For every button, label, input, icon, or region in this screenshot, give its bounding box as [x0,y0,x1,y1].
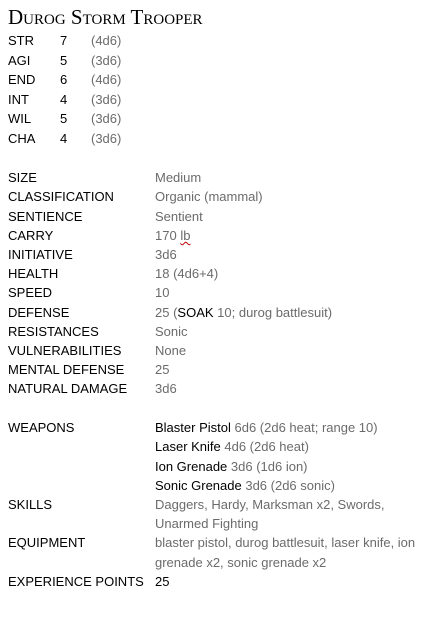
defense-number: 25 [155,304,170,320]
stat-value [155,303,433,322]
defense-soak: SOAK [177,304,214,320]
experience-row [8,572,433,591]
stat-label: SPEED [8,285,53,301]
stat-row-size [8,168,433,187]
details-table [8,418,433,591]
stat-value: 3d6 [155,381,177,397]
carry-unit: lb [180,227,191,243]
weapon-name: Ion Grenade [155,458,228,474]
attributes-table [8,31,433,149]
attribute-value: 4 [60,91,68,107]
weapon-detail: 6d6 (2d6 heat; range 10) [230,420,378,436]
stat-value [155,226,433,245]
attribute-value: 5 [60,111,68,127]
stat-row-defense [8,303,433,322]
stat-value: 10 [155,285,170,301]
weapon-detail: 3d6 (1d6 ion) [227,458,308,474]
stat-row-speed [8,283,433,302]
stat-row-carry [8,226,433,245]
stat-label: SIZE [8,170,37,186]
section-spacer [8,149,433,169]
experience-value: 25 [155,573,170,589]
weapon-name: Laser Knife [155,439,221,455]
attribute-row-str [8,31,433,51]
stat-value: Organic (mammal) [155,189,263,205]
attribute-name: INT [8,91,29,107]
stat-row-vulnerabilities [8,341,433,360]
carry-amount: 170 [155,227,177,243]
attribute-dice: (3d6) [91,111,122,127]
weapon-item [155,418,433,437]
stat-row-classification [8,187,433,206]
attribute-row-wil [8,109,433,129]
attribute-dice: (3d6) [91,52,122,68]
equipment-value: blaster pistol, durog battlesuit, laser knife, ion grenade x2, sonic grenade x2 [155,535,416,570]
stat-value: None [155,342,187,358]
stat-value: 25 [155,362,170,378]
stats-table [8,168,433,398]
skills-row [8,495,433,533]
attribute-row-cha [8,129,433,149]
weapons-list [155,418,433,495]
weapons-label: WEAPONS [8,420,75,436]
stat-label: NATURAL DAMAGE [8,381,128,397]
attribute-dice: (3d6) [91,130,122,146]
stat-label: HEALTH [8,266,59,282]
attribute-dice: (3d6) [91,91,122,107]
attribute-name: WIL [8,111,32,127]
stat-value: 3d6 [155,246,177,262]
attribute-name: END [8,72,36,88]
attribute-row-int [8,90,433,110]
weapon-item [155,476,433,495]
stat-value: Sonic [155,323,188,339]
attribute-row-end [8,70,433,90]
stat-label: INITIATIVE [8,246,73,262]
equipment-label: EQUIPMENT [8,535,86,551]
weapon-name: Blaster Pistol [155,420,231,436]
attribute-value: 6 [60,72,68,88]
stat-label: DEFENSE [8,304,70,320]
stat-row-initiative [8,245,433,264]
defense-detail: 10; durog battlesuit) [213,304,333,320]
attribute-row-agi [8,51,433,71]
weapons-row [8,418,433,495]
stat-value: Sentient [155,208,203,224]
skills-value: Daggers, Hardy, Marksman x2, Swords, Unarmed Fighting [155,497,385,532]
stat-label: SENTIENCE [8,208,83,224]
weapon-name: Sonic Grenade [155,477,242,493]
stat-row-natural-damage [8,379,433,398]
stat-label: RESISTANCES [8,323,99,339]
attribute-name: AGI [8,52,31,68]
skills-label: SKILLS [8,497,53,512]
attribute-dice: (4d6) [91,33,122,48]
creature-title: Durog Storm Trooper [8,5,203,29]
stat-value: Medium [155,170,202,186]
attribute-dice: (4d6) [91,72,122,88]
stat-label: CARRY [8,227,54,243]
stat-value: 18 (4d6+4) [155,266,219,282]
stat-row-health [8,264,433,283]
section-spacer [8,399,433,419]
attribute-name: CHA [8,130,36,146]
weapon-item [155,437,433,456]
stat-row-resistances [8,322,433,341]
experience-label: EXPERIENCE POINTS [8,573,144,589]
stat-label: MENTAL DEFENSE [8,362,125,378]
attribute-value: 4 [60,130,68,146]
stat-label: CLASSIFICATION [8,189,114,205]
stat-row-mental-defense [8,360,433,379]
attribute-name: STR [8,33,34,48]
equipment-row [8,533,433,571]
weapon-detail: 4d6 (2d6 heat) [220,439,309,455]
stat-label: VULNERABILITIES [8,342,122,358]
weapon-item [155,457,433,476]
attribute-value: 5 [60,52,68,68]
weapon-detail: 3d6 (2d6 sonic) [241,477,335,493]
defense-open: ( [169,304,178,320]
stat-row-sentience [8,207,433,226]
attribute-value: 7 [60,33,68,48]
